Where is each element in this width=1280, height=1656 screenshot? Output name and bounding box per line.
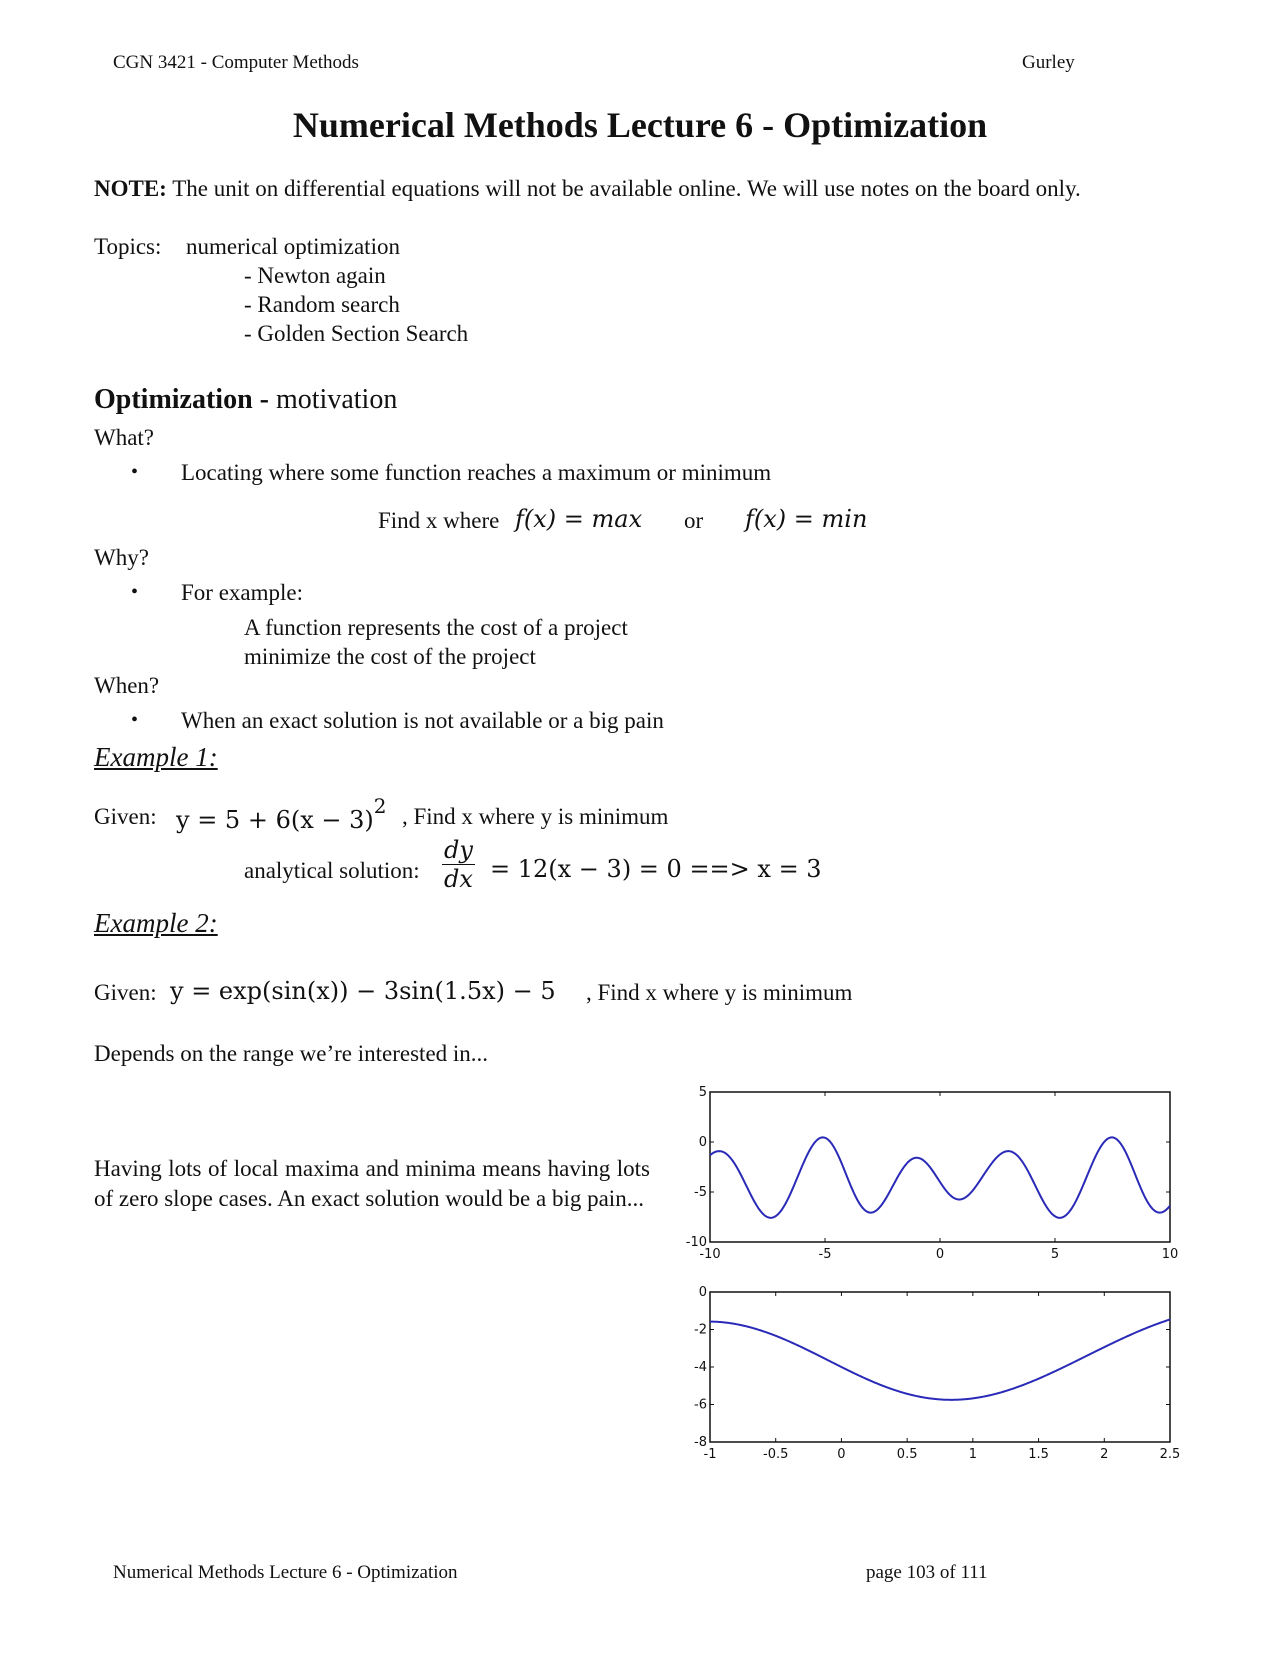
y-tick-label: 5 [698, 1085, 707, 1100]
chart-bottom [680, 1282, 1180, 1464]
example2-suffix: , Find x where y is minimum [586, 980, 853, 1005]
plot-frame [710, 1292, 1170, 1442]
x-tick-label: 0.5 [896, 1447, 918, 1462]
series-line [710, 1137, 1170, 1217]
footer-left: Numerical Methods Lecture 6 - Optimization [113, 1562, 458, 1583]
why-line: A function represents the cost of a project [244, 615, 628, 640]
example1-label: Example 1: [94, 742, 218, 772]
x-tick-label: -10 [699, 1247, 721, 1262]
analytical-label: analytical solution: [244, 858, 420, 883]
page-title: Numerical Methods Lecture 6 - Optimization [292, 105, 988, 145]
find-or: or [684, 508, 704, 533]
why-label: Why? [94, 545, 149, 570]
fraction-numerator: dy [444, 836, 473, 864]
x-tick-label: 1 [968, 1447, 977, 1462]
example2-given: Given: [94, 980, 157, 1005]
what-label: What? [94, 425, 155, 450]
topic-item: - Random search [244, 292, 400, 317]
example2-equation: y = exp(sin(x)) − 3sin(1.5x) − 5 [170, 977, 556, 1005]
topic-item: - Newton again [244, 263, 386, 288]
x-tick-label: 5 [1050, 1247, 1060, 1262]
x-tick-label: 0 [935, 1247, 945, 1262]
x-tick-label: -0.5 [763, 1447, 789, 1462]
x-tick-label: 0 [837, 1447, 846, 1462]
paragraph-text: Having lots of local maxima and minima means having lots of zero slope cases. An exact solution would be a big pain... [94, 1156, 650, 1211]
example1-suffix: , Find x where y is minimum [402, 804, 669, 829]
why-line: minimize the cost of the project [244, 644, 536, 669]
example2-label: Example 2: [94, 908, 218, 938]
y-tick-label: -2 [694, 1322, 707, 1338]
note-line [94, 176, 1081, 202]
header-author: Gurley [1022, 52, 1075, 73]
y-tick-label: -5 [694, 1185, 707, 1200]
x-tick-label: 1.5 [1028, 1447, 1049, 1462]
y-tick-label: -6 [694, 1397, 707, 1413]
x-tick-label: 10 [1161, 1247, 1179, 1262]
note-label: NOTE: [94, 176, 167, 201]
chart-top [680, 1082, 1180, 1264]
bullet-icon: • [131, 709, 139, 731]
y-tick-label: -10 [685, 1235, 707, 1250]
what-bullet-text: Locating where some function reaches a maximum or minimum [181, 460, 772, 485]
find-eq-min: f(x) = min [745, 505, 868, 533]
derivative-rest: = 12(x − 3) = 0 ==> x = 3 [490, 855, 822, 883]
example1-exponent: 2 [373, 794, 387, 818]
section-heading [94, 384, 397, 416]
x-tick-label: -1 [703, 1447, 717, 1462]
depends-text: Depends on the range we’re interested in... [94, 1041, 489, 1066]
fraction-denominator: dx [444, 865, 473, 893]
x-tick-label: -5 [818, 1247, 832, 1262]
find-prefix: Find x where [378, 508, 500, 533]
plot-frame [710, 1092, 1170, 1242]
when-bullet-text: When an exact solution is not available or a big pain [181, 708, 664, 733]
topics-main: numerical optimization [186, 234, 400, 259]
note-text: The unit on differential equations will not be available online. We will use notes on the board only. [172, 176, 1081, 201]
example1-equation [176, 794, 387, 834]
derivative-fraction [436, 836, 481, 893]
topics-label: Topics: [94, 234, 162, 259]
footer-right: page 103 of 111 [866, 1562, 988, 1583]
find-eq-max: f(x) = max [515, 505, 643, 533]
y-tick-label: 0 [698, 1135, 707, 1150]
y-tick-label: 0 [698, 1285, 707, 1300]
header-course: CGN 3421 - Computer Methods [113, 52, 359, 73]
x-tick-label: 2.5 [1159, 1447, 1180, 1462]
bullet-icon: • [131, 461, 139, 483]
x-tick-label: 2 [1100, 1447, 1109, 1462]
example1-given: Given: [94, 804, 157, 829]
y-tick-label: -4 [694, 1360, 707, 1375]
y-tick-label: -8 [694, 1435, 707, 1450]
example1-eq: y = 5 + 6(x − 3) [176, 806, 374, 834]
when-label: When? [94, 673, 160, 698]
section-heading-bold: Optimization - [94, 384, 269, 415]
why-bullet-text: For example: [181, 580, 303, 605]
section-heading-rest: motivation [276, 384, 398, 415]
series-line [710, 1319, 1170, 1399]
fraction [442, 836, 475, 893]
bullet-icon: • [131, 581, 139, 603]
topic-item: - Golden Section Search [244, 321, 469, 346]
